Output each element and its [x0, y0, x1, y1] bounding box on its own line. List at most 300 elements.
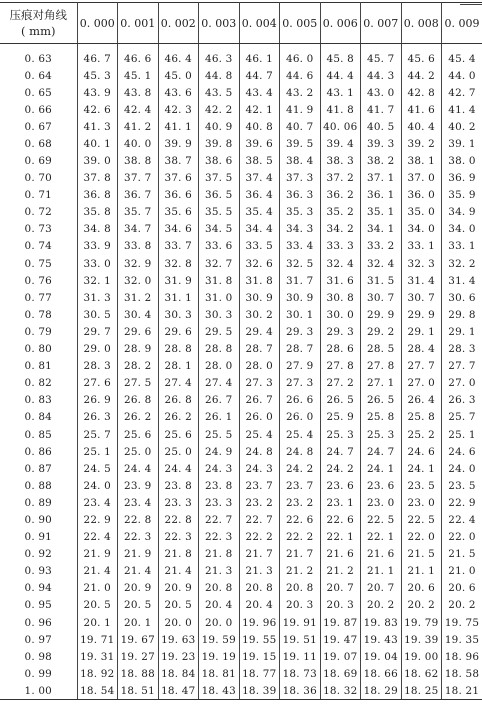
hardness-value-cell: 45. 4	[448, 52, 476, 65]
hardness-value-cell: 25. 8	[401, 409, 442, 426]
hardness-value-cell: 20. 9	[118, 580, 159, 597]
hardness-value-cell: 33. 1	[401, 238, 442, 255]
hardness-value-cell: 40. 0	[118, 135, 159, 152]
hardness-value-cell: 45. 1	[118, 67, 159, 84]
diagonal-header-unit: ( mm)	[21, 24, 56, 38]
hardness-value-cell: 29. 9	[401, 306, 442, 323]
hardness-value-cell: 30. 9	[280, 289, 321, 306]
hardness-value-cell: 40. 7	[280, 118, 321, 135]
hardness-value-cell: 25. 4	[280, 426, 321, 443]
column-header: 0. 000	[77, 3, 118, 44]
hardness-value-cell: 34. 6	[158, 221, 199, 238]
hardness-value-cell: 44. 8	[199, 67, 240, 84]
hardness-value-cell: 24. 7	[361, 443, 402, 460]
hardness-value-cell: 34. 4	[239, 221, 280, 238]
hardness-value-cell: 38. 7	[158, 152, 199, 169]
hardness-value-cell: 43. 5	[199, 84, 240, 101]
column-header: 0. 007	[361, 3, 402, 44]
diagonal-value-cell: 0. 88	[0, 477, 77, 494]
hardness-value-cell: 18. 51	[118, 682, 159, 700]
hardness-value-cell: 29. 1	[448, 325, 476, 338]
table-row	[0, 44, 482, 68]
hardness-table	[0, 2, 482, 700]
hardness-value-cell: 37. 6	[158, 170, 199, 187]
hardness-value-cell: 36. 6	[158, 187, 199, 204]
hardness-value-cell: 36. 3	[280, 187, 321, 204]
table-row	[0, 563, 482, 580]
hardness-value-cell: 22. 6	[280, 511, 321, 528]
hardness-value-cell: 21. 7	[280, 546, 321, 563]
hardness-value-cell: 20. 4	[199, 597, 240, 614]
diagonal-value-cell: 0. 97	[0, 631, 77, 648]
table-row	[0, 204, 482, 221]
diagonal-value-cell: 0. 67	[0, 118, 77, 135]
table-row	[0, 289, 482, 306]
hardness-value-cell: 18. 73	[280, 665, 321, 682]
hardness-value-cell: 29. 9	[361, 306, 402, 323]
table-row	[0, 648, 482, 665]
diagonal-value-cell: 0. 87	[0, 460, 77, 477]
hardness-value-cell: 36. 4	[239, 187, 280, 204]
hardness-value-cell: 23. 5	[401, 477, 442, 494]
hardness-value-cell: 21. 1	[361, 563, 402, 580]
hardness-value-cell: 39. 3	[361, 135, 402, 152]
table-row	[0, 546, 482, 563]
hardness-value-cell: 33. 9	[77, 238, 118, 255]
table-row	[0, 392, 482, 409]
hardness-value-cell: 27. 7	[448, 360, 476, 373]
hardness-value-cell: 36. 1	[361, 187, 402, 204]
hardness-value-cell: 45. 6	[401, 44, 442, 68]
table-row	[0, 511, 482, 528]
hardness-value-cell: 44. 4	[320, 67, 361, 84]
hardness-value-cell: 22. 7	[239, 511, 280, 528]
hardness-value-cell: 35. 3	[280, 204, 321, 221]
table-row	[0, 494, 482, 511]
hardness-value-cell: 33. 3	[320, 238, 361, 255]
hardness-value-cell: 19. 87	[320, 614, 361, 631]
hardness-value-cell: 37. 3	[280, 170, 321, 187]
hardness-value-cell: 33. 4	[280, 238, 321, 255]
hardness-value-cell: 41. 1	[158, 118, 199, 135]
hardness-value-cell: 34. 2	[320, 221, 361, 238]
hardness-value-cell: 43. 4	[239, 84, 280, 101]
hardness-value-cell: 21. 2	[320, 563, 361, 580]
hardness-value-cell: 26. 0	[239, 409, 280, 426]
diagonal-value-cell: 0. 77	[0, 289, 77, 306]
hardness-value-cell: 28. 1	[158, 358, 199, 375]
table-header	[0, 3, 482, 44]
hardness-value-cell: 36. 0	[401, 187, 442, 204]
hardness-value-cell: 36. 7	[118, 187, 159, 204]
hardness-value-cell: 21. 5	[448, 548, 476, 561]
hardness-value-cell: 31. 4	[448, 274, 476, 287]
hardness-value-cell: 32. 4	[320, 255, 361, 272]
hardness-value-cell: 43. 2	[280, 84, 321, 101]
hardness-value-cell: 19. 31	[77, 648, 118, 665]
hardness-value-cell: 21. 4	[118, 563, 159, 580]
hardness-value-cell: 26. 5	[320, 392, 361, 409]
hardness-value-cell: 39. 4	[320, 135, 361, 152]
hardness-value-cell: 32. 0	[118, 272, 159, 289]
hardness-value-cell: 38. 8	[118, 152, 159, 169]
diagonal-value-cell: 0. 74	[0, 238, 77, 255]
hardness-value-cell: 32. 7	[199, 255, 240, 272]
hardness-value-cell: 40. 9	[199, 118, 240, 135]
diagonal-value-cell: 0. 99	[0, 665, 77, 682]
diagonal-value-cell: 0. 83	[0, 392, 77, 409]
column-header: 0. 005	[280, 3, 321, 44]
hardness-value-cell: 35. 7	[118, 204, 159, 221]
hardness-value-cell: 45. 0	[158, 67, 199, 84]
hardness-value-cell: 20. 7	[320, 580, 361, 597]
hardness-value-cell: 29. 1	[401, 323, 442, 340]
diagonal-value-cell: 0. 79	[0, 323, 77, 340]
hardness-value-cell: 26. 8	[118, 392, 159, 409]
diagonal-value-cell: 0. 96	[0, 614, 77, 631]
hardness-value-cell: 23. 0	[361, 494, 402, 511]
hardness-value-cell: 29. 6	[118, 323, 159, 340]
hardness-value-cell: 27. 0	[401, 375, 442, 392]
hardness-value-cell: 40. 8	[239, 118, 280, 135]
hardness-value-cell: 26. 3	[77, 409, 118, 426]
hardness-value-cell: 21. 6	[361, 546, 402, 563]
hardness-value-cell: 23. 3	[158, 494, 199, 511]
hardness-value-cell: 21. 0	[448, 565, 476, 578]
hardness-value-cell: 42. 4	[118, 101, 159, 118]
hardness-value-cell: 37. 5	[199, 170, 240, 187]
table-row	[0, 426, 482, 443]
hardness-value-cell: 20. 9	[158, 580, 199, 597]
hardness-value-cell: 20. 1	[77, 614, 118, 631]
hardness-value-cell: 18. 84	[158, 665, 199, 682]
hardness-value-cell: 35. 6	[158, 204, 199, 221]
hardness-value-cell: 34. 0	[448, 223, 476, 236]
hardness-value-cell: 22. 6	[320, 511, 361, 528]
hardness-value-cell: 18. 66	[361, 665, 402, 682]
table-row	[0, 529, 482, 546]
hardness-value-cell: 20. 5	[77, 597, 118, 614]
hardness-value-cell: 21. 0	[77, 580, 118, 597]
hardness-value-cell: 24. 7	[320, 443, 361, 460]
hardness-value-cell: 18. 32	[320, 682, 361, 700]
table-row	[0, 631, 482, 648]
hardness-value-cell: 23. 7	[280, 477, 321, 494]
hardness-value-cell: 34. 5	[199, 221, 240, 238]
hardness-value-cell: 28. 0	[239, 358, 280, 375]
hardness-value-cell: 22. 4	[77, 529, 118, 546]
diagonal-value-cell: 0. 80	[0, 341, 77, 358]
hardness-value-cell: 39. 5	[280, 135, 321, 152]
hardness-value-cell: 36. 9	[448, 172, 476, 185]
hardness-value-cell: 26. 9	[77, 392, 118, 409]
hardness-value-cell: 18. 92	[77, 665, 118, 682]
hardness-value-cell: 44. 2	[401, 67, 442, 84]
diagonal-value-cell: 0. 63	[0, 44, 77, 68]
hardness-value-cell: 29. 3	[280, 323, 321, 340]
hardness-value-cell: 30. 7	[401, 289, 442, 306]
table-row	[0, 375, 482, 392]
hardness-value-cell: 28. 3	[77, 358, 118, 375]
hardness-value-cell: 26. 2	[118, 409, 159, 426]
hardness-value-cell: 29. 7	[77, 323, 118, 340]
hardness-value-cell: 20. 8	[280, 580, 321, 597]
hardness-value-cell: 23. 2	[239, 494, 280, 511]
hardness-value-cell: 19. 04	[361, 648, 402, 665]
hardness-value-cell: 29. 4	[239, 323, 280, 340]
hardness-value-cell: 35. 8	[77, 204, 118, 221]
hardness-value-cell: 35. 4	[239, 204, 280, 221]
hardness-value-cell: 24. 1	[361, 460, 402, 477]
hardness-value-cell: 40. 06	[320, 118, 361, 135]
table-row	[0, 135, 482, 152]
hardness-value-cell: 23. 8	[158, 477, 199, 494]
hardness-value-cell: 18. 21	[442, 682, 482, 700]
hardness-value-cell: 20. 1	[118, 614, 159, 631]
diagonal-value-cell: 0. 85	[0, 426, 77, 443]
hardness-value-cell: 33. 0	[77, 255, 118, 272]
hardness-value-cell: 26. 6	[280, 392, 321, 409]
diagonal-value-cell: 0. 84	[0, 409, 77, 426]
table-row	[0, 187, 482, 204]
hardness-value-cell: 37. 7	[118, 170, 159, 187]
diagonal-value-cell: 0. 91	[0, 529, 77, 546]
table-row	[0, 67, 482, 84]
hardness-value-cell: 25. 9	[320, 409, 361, 426]
hardness-value-cell: 27. 3	[239, 375, 280, 392]
diagonal-value-cell: 0. 71	[0, 187, 77, 204]
hardness-value-cell: 22. 1	[361, 529, 402, 546]
hardness-value-cell: 19. 15	[239, 648, 280, 665]
hardness-value-cell: 26. 7	[199, 392, 240, 409]
table-row	[0, 323, 482, 340]
hardness-value-cell: 30. 5	[77, 306, 118, 323]
hardness-value-cell: 34. 7	[118, 221, 159, 238]
hardness-value-cell: 22. 4	[448, 513, 476, 526]
hardness-value-cell: 44. 7	[239, 67, 280, 84]
hardness-value-cell: 32. 2	[448, 257, 476, 270]
diagonal-value-cell: 0. 76	[0, 272, 77, 289]
hardness-value-cell: 21. 9	[118, 546, 159, 563]
hardness-value-cell: 34. 3	[280, 221, 321, 238]
hardness-value-cell: 22. 5	[401, 511, 442, 528]
hardness-value-cell: 24. 3	[199, 460, 240, 477]
hardness-value-cell: 19. 83	[361, 614, 402, 631]
hardness-value-cell: 21. 2	[280, 563, 321, 580]
hardness-value-cell: 20. 8	[199, 580, 240, 597]
table-row	[0, 665, 482, 682]
hardness-value-cell: 21. 9	[77, 546, 118, 563]
table-row	[0, 272, 482, 289]
hardness-value-cell: 27. 3	[280, 375, 321, 392]
hardness-value-cell: 19. 35	[444, 633, 480, 646]
hardness-value-cell: 21. 3	[239, 563, 280, 580]
hardness-value-cell: 23. 4	[118, 494, 159, 511]
header-row	[0, 3, 482, 44]
hardness-value-cell: 41. 8	[320, 101, 361, 118]
hardness-value-cell: 23. 4	[77, 494, 118, 511]
hardness-value-cell: 45. 3	[77, 67, 118, 84]
hardness-value-cell: 25. 5	[199, 426, 240, 443]
hardness-value-cell: 32. 6	[239, 255, 280, 272]
table-row	[0, 238, 482, 255]
hardness-value-cell: 35. 0	[401, 204, 442, 221]
column-header: 0. 009	[442, 3, 482, 44]
hardness-value-cell: 32. 5	[280, 255, 321, 272]
hardness-value-cell: 46. 1	[239, 44, 280, 68]
hardness-value-cell: 28. 8	[158, 341, 199, 358]
table-row	[0, 170, 482, 187]
hardness-value-cell: 28. 9	[118, 341, 159, 358]
hardness-value-cell: 22. 3	[118, 529, 159, 546]
hardness-value-cell: 28. 7	[239, 341, 280, 358]
hardness-value-cell: 30. 2	[239, 306, 280, 323]
hardness-value-cell: 20. 6	[448, 582, 476, 595]
hardness-value-cell: 18. 69	[320, 665, 361, 682]
diagonal-value-cell: 0. 90	[0, 511, 77, 528]
hardness-value-cell: 19. 23	[158, 648, 199, 665]
hardness-value-cell: 30. 3	[199, 306, 240, 323]
hardness-value-cell: 27. 5	[118, 375, 159, 392]
hardness-value-cell: 24. 3	[239, 460, 280, 477]
hardness-value-cell: 19. 75	[444, 616, 480, 629]
hardness-value-cell: 18. 96	[444, 650, 480, 663]
hardness-value-cell: 39. 6	[239, 135, 280, 152]
hardness-value-cell: 24. 1	[401, 460, 442, 477]
hardness-value-cell: 22. 0	[448, 531, 476, 544]
hardness-value-cell: 46. 0	[280, 44, 321, 68]
hardness-value-cell: 24. 5	[77, 460, 118, 477]
hardness-value-cell: 31. 5	[361, 272, 402, 289]
hardness-value-cell: 25. 8	[361, 409, 402, 426]
hardness-value-cell: 30. 1	[280, 306, 321, 323]
table-row	[0, 118, 482, 135]
hardness-value-cell: 37. 8	[77, 170, 118, 187]
diagonal-value-cell: 0. 68	[0, 135, 77, 152]
hardness-value-cell: 29. 8	[448, 308, 476, 321]
hardness-value-cell: 36. 5	[199, 187, 240, 204]
diagonal-value-cell: 0. 92	[0, 546, 77, 563]
hardness-value-cell: 21. 5	[401, 546, 442, 563]
diagonal-value-cell: 0. 73	[0, 221, 77, 238]
table-row	[0, 84, 482, 101]
table-row	[0, 341, 482, 358]
hardness-value-cell: 21. 8	[199, 546, 240, 563]
diagonal-value-cell: 0. 98	[0, 648, 77, 665]
column-header: 0. 006	[320, 3, 361, 44]
hardness-value-cell: 28. 5	[361, 341, 402, 358]
hardness-value-cell: 19. 47	[320, 631, 361, 648]
hardness-value-cell: 18. 62	[401, 665, 442, 682]
hardness-value-cell: 27. 6	[77, 375, 118, 392]
hardness-value-cell: 24. 8	[239, 443, 280, 460]
hardness-value-cell: 24. 4	[158, 460, 199, 477]
hardness-value-cell: 22. 2	[239, 529, 280, 546]
hardness-value-cell: 38. 4	[280, 152, 321, 169]
hardness-value-cell: 29. 6	[158, 323, 199, 340]
hardness-value-cell: 30. 7	[361, 289, 402, 306]
diagonal-value-cell: 0. 69	[0, 152, 77, 169]
hardness-value-cell: 27. 9	[280, 358, 321, 375]
hardness-value-cell: 22. 7	[199, 511, 240, 528]
hardness-value-cell: 20. 8	[239, 580, 280, 597]
hardness-value-cell: 42. 8	[401, 84, 442, 101]
hardness-value-cell: 26. 7	[239, 392, 280, 409]
hardness-value-cell: 30. 6	[448, 291, 476, 304]
hardness-value-cell: 19. 91	[280, 614, 321, 631]
hardness-value-cell: 28. 4	[401, 341, 442, 358]
hardness-value-cell: 33. 8	[118, 238, 159, 255]
hardness-value-cell: 43. 1	[320, 84, 361, 101]
hardness-value-cell: 20. 3	[320, 597, 361, 614]
hardness-value-cell: 39. 9	[158, 135, 199, 152]
diagonal-value-cell: 0. 75	[0, 255, 77, 272]
hardness-value-cell: 19. 59	[199, 631, 240, 648]
hardness-value-cell: 19. 96	[239, 614, 280, 631]
hardness-value-cell: 41. 3	[77, 118, 118, 135]
hardness-value-cell: 23. 5	[448, 479, 476, 492]
hardness-value-cell: 35. 5	[199, 204, 240, 221]
table-row	[0, 477, 482, 494]
hardness-value-cell: 31. 7	[280, 272, 321, 289]
table-row	[0, 306, 482, 323]
hardness-value-cell: 27. 8	[320, 358, 361, 375]
hardness-value-cell: 23. 6	[320, 477, 361, 494]
column-header: 0. 008	[401, 3, 442, 44]
hardness-value-cell: 23. 2	[280, 494, 321, 511]
hardness-value-cell: 42. 7	[448, 86, 476, 99]
hardness-value-cell: 21. 8	[158, 546, 199, 563]
hardness-value-cell: 26. 2	[158, 409, 199, 426]
hardness-value-cell: 27. 8	[361, 358, 402, 375]
diagonal-header-label: 压痕对角线	[9, 8, 67, 22]
hardness-value-cell: 23. 3	[199, 494, 240, 511]
hardness-value-cell: 43. 9	[77, 84, 118, 101]
hardness-value-cell: 19. 71	[77, 631, 118, 648]
hardness-value-cell: 24. 4	[118, 460, 159, 477]
hardness-value-cell: 36. 2	[320, 187, 361, 204]
diagonal-value-cell: 0. 89	[0, 494, 77, 511]
hardness-value-cell: 37. 4	[239, 170, 280, 187]
hardness-value-cell: 31. 0	[199, 289, 240, 306]
hardness-value-cell: 32. 9	[118, 255, 159, 272]
hardness-value-cell: 25. 1	[448, 428, 476, 441]
hardness-value-cell: 29. 0	[77, 341, 118, 358]
hardness-value-cell: 25. 7	[448, 411, 476, 424]
hardness-value-cell: 26. 3	[448, 394, 476, 407]
hardness-value-cell: 22. 9	[448, 496, 476, 509]
hardness-value-cell: 25. 6	[118, 426, 159, 443]
hardness-value-cell: 41. 2	[118, 118, 159, 135]
hardness-value-cell: 23. 1	[320, 494, 361, 511]
hardness-value-cell: 26. 8	[158, 392, 199, 409]
hardness-value-cell: 32. 4	[361, 255, 402, 272]
hardness-value-cell: 18. 36	[280, 682, 321, 700]
hardness-value-cell: 36. 8	[77, 187, 118, 204]
table-row	[0, 255, 482, 272]
hardness-value-cell: 30. 3	[158, 306, 199, 323]
hardness-value-cell: 37. 2	[320, 170, 361, 187]
hardness-value-cell: 21. 7	[239, 546, 280, 563]
hardness-value-cell: 40. 5	[361, 118, 402, 135]
table-row	[0, 443, 482, 460]
hardness-value-cell: 44. 0	[448, 69, 476, 82]
table-row	[0, 358, 482, 375]
table-row	[0, 597, 482, 614]
hardness-value-cell: 23. 0	[401, 494, 442, 511]
hardness-value-cell: 22. 3	[199, 529, 240, 546]
hardness-value-cell: 31. 6	[320, 272, 361, 289]
